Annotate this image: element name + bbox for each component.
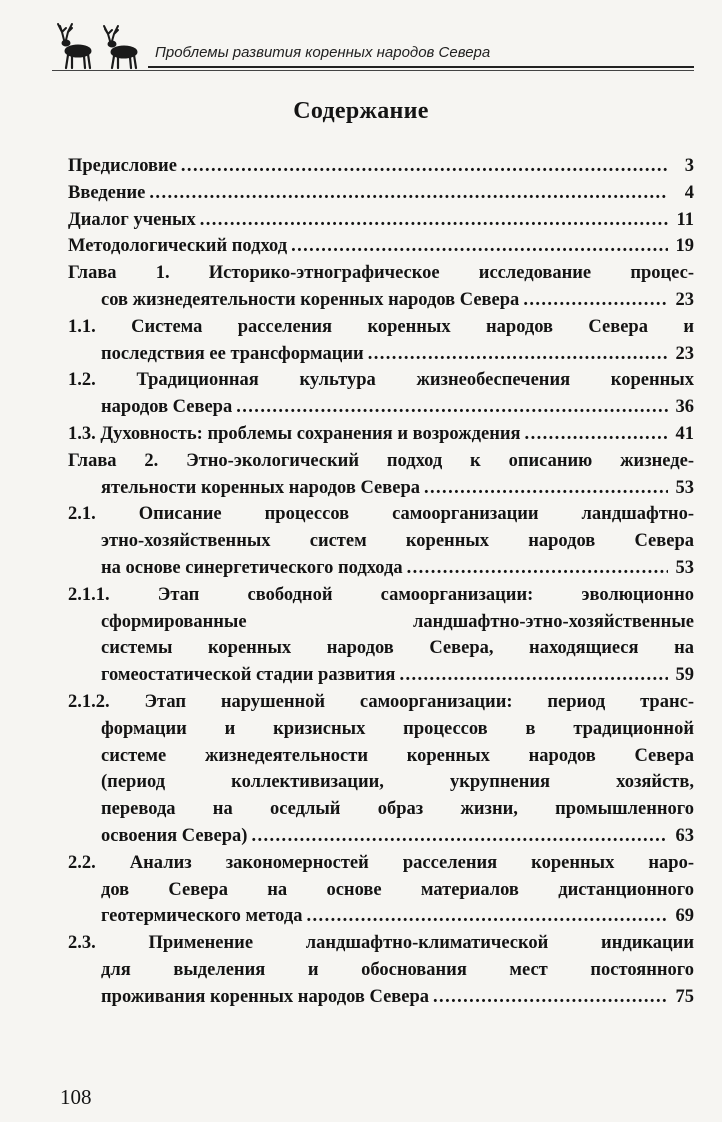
toc-entry-line: (период коллективизации, укрупнения хозяйств,: [101, 772, 694, 793]
dot-leader: [291, 233, 668, 260]
dot-leader: [525, 421, 668, 448]
toc-page-number: 63: [675, 825, 694, 846]
toc-entry[interactable]: [68, 153, 694, 180]
toc-page-number: 75: [675, 986, 694, 1007]
toc-entry[interactable]: [68, 421, 694, 448]
running-header-title: Проблемы развития коренных народов Севера: [155, 44, 491, 61]
toc-entry-line: ятельности коренных народов Севера: [101, 477, 420, 498]
reindeer-logo-icon: [52, 20, 148, 70]
toc-entry-line: 2.1.1. Этап свободной самоорганизации: эволюционно: [68, 584, 694, 605]
toc-entry-line: 1.3. Духовность: проблемы сохранения и возрождения: [68, 423, 521, 444]
dot-leader: [251, 823, 668, 850]
toc-entry-line: Предисловие: [68, 156, 177, 176]
toc-entry-line: Введение: [68, 182, 146, 203]
toc-entry-line: формации и кризисных процессов в традиционной: [101, 718, 694, 739]
toc-page-number: 41: [675, 423, 694, 444]
toc-entry[interactable]: [68, 689, 694, 850]
toc-page-number: 23: [675, 289, 694, 310]
toc-entry-line: гомеостатической стадии развития: [101, 665, 396, 686]
header-rule-thin: [52, 70, 694, 71]
dot-leader: [523, 287, 668, 314]
toc-entry[interactable]: [68, 233, 694, 260]
toc-entry-line: Методологический подход: [68, 236, 288, 257]
toc-entry-line: проживания коренных народов Севера: [101, 986, 430, 1007]
toc-entry-line: перевода на оседлый образ жизни, промышленного: [101, 799, 694, 820]
toc-page-number: 59: [675, 665, 694, 686]
toc-page-number: 53: [675, 557, 694, 578]
toc-entry-line: 2.3. Применение ландшафтно-климатической индикации: [68, 933, 694, 954]
toc-entry[interactable]: [68, 180, 694, 207]
toc-entry-line: 2.2. Анализ закономерностей расселения коренных наро-: [68, 852, 694, 873]
toc-entry[interactable]: [68, 850, 694, 930]
toc-page-number: 53: [675, 477, 694, 498]
toc-entry-line: освоения Севера): [101, 825, 248, 846]
dot-leader: [200, 207, 668, 234]
dot-leader: [424, 475, 668, 502]
table-of-contents: [68, 153, 694, 1011]
toc-entry-line: Глава 1. Историко-этнографическое исследование процес-: [68, 263, 694, 284]
toc-entry-line: геотермического метода: [101, 906, 303, 927]
dot-leader: [149, 180, 668, 207]
toc-entry-line: системе жизнедеятельности коренных народов Севера: [101, 745, 694, 766]
toc-page-number: 11: [676, 209, 694, 230]
toc-entry-line: 1.1. Система расселения коренных народов Севера и: [68, 316, 694, 337]
toc-entry-line: народов Севера: [101, 397, 233, 418]
toc-entry[interactable]: [68, 582, 694, 689]
toc-entry-line: для выделения и обоснования мест постоянного: [101, 959, 694, 980]
toc-entry-line: 2.1. Описание процессов самоорганизации ландшафтно-: [68, 504, 694, 525]
header-rule: [148, 66, 694, 68]
dot-leader: [407, 555, 668, 582]
toc-entry[interactable]: [68, 260, 694, 314]
toc-entry[interactable]: [68, 930, 694, 1010]
toc-entry-line: этно-хозяйственных систем коренных народов Севера: [101, 531, 694, 552]
toc-page-number: 36: [675, 397, 694, 418]
toc-entry-line: Глава 2. Этно-экологический подход к описанию жизнеде-: [68, 450, 694, 471]
toc-entry-line: сов жизнедеятельности коренных народов Севера: [101, 289, 520, 310]
dot-leader: [307, 903, 669, 930]
toc-entry-line: последствия ее трансформации: [101, 343, 364, 364]
toc-title: Содержание: [293, 98, 429, 124]
toc-page-number: 69: [675, 906, 694, 927]
toc-entry-line: Диалог ученых: [68, 209, 196, 230]
toc-entry-line: на основе синергетического подхода: [101, 557, 403, 578]
toc-entry-line: системы коренных народов Севера, находящиеся на: [101, 638, 694, 659]
toc-entry-line: 1.2. Традиционная культура жизнеобеспечения коренных: [68, 370, 694, 391]
dot-leader: [181, 153, 668, 180]
toc-entry[interactable]: [68, 314, 694, 368]
toc-entry-line: 2.1.2. Этап нарушенной самоорганизации: период транс-: [68, 691, 694, 712]
toc-entry-line: сформированные ландшафтно-этно-хозяйственные: [101, 611, 694, 632]
toc-entry[interactable]: [68, 367, 694, 421]
page-number: 108: [60, 1085, 92, 1109]
toc-entry[interactable]: [68, 448, 694, 502]
toc-page-number: 4: [684, 182, 694, 203]
toc-entry[interactable]: [68, 501, 694, 581]
toc-entry[interactable]: [68, 207, 694, 234]
dot-leader: [399, 662, 668, 689]
toc-entry-line: дов Севера на основе материалов дистанционного: [101, 879, 694, 900]
toc-page-number: 3: [684, 156, 694, 176]
dot-leader: [236, 394, 668, 421]
toc-page-number: 23: [675, 343, 694, 364]
dot-leader: [368, 341, 668, 368]
toc-page-number: 19: [675, 236, 694, 257]
dot-leader: [433, 984, 668, 1011]
